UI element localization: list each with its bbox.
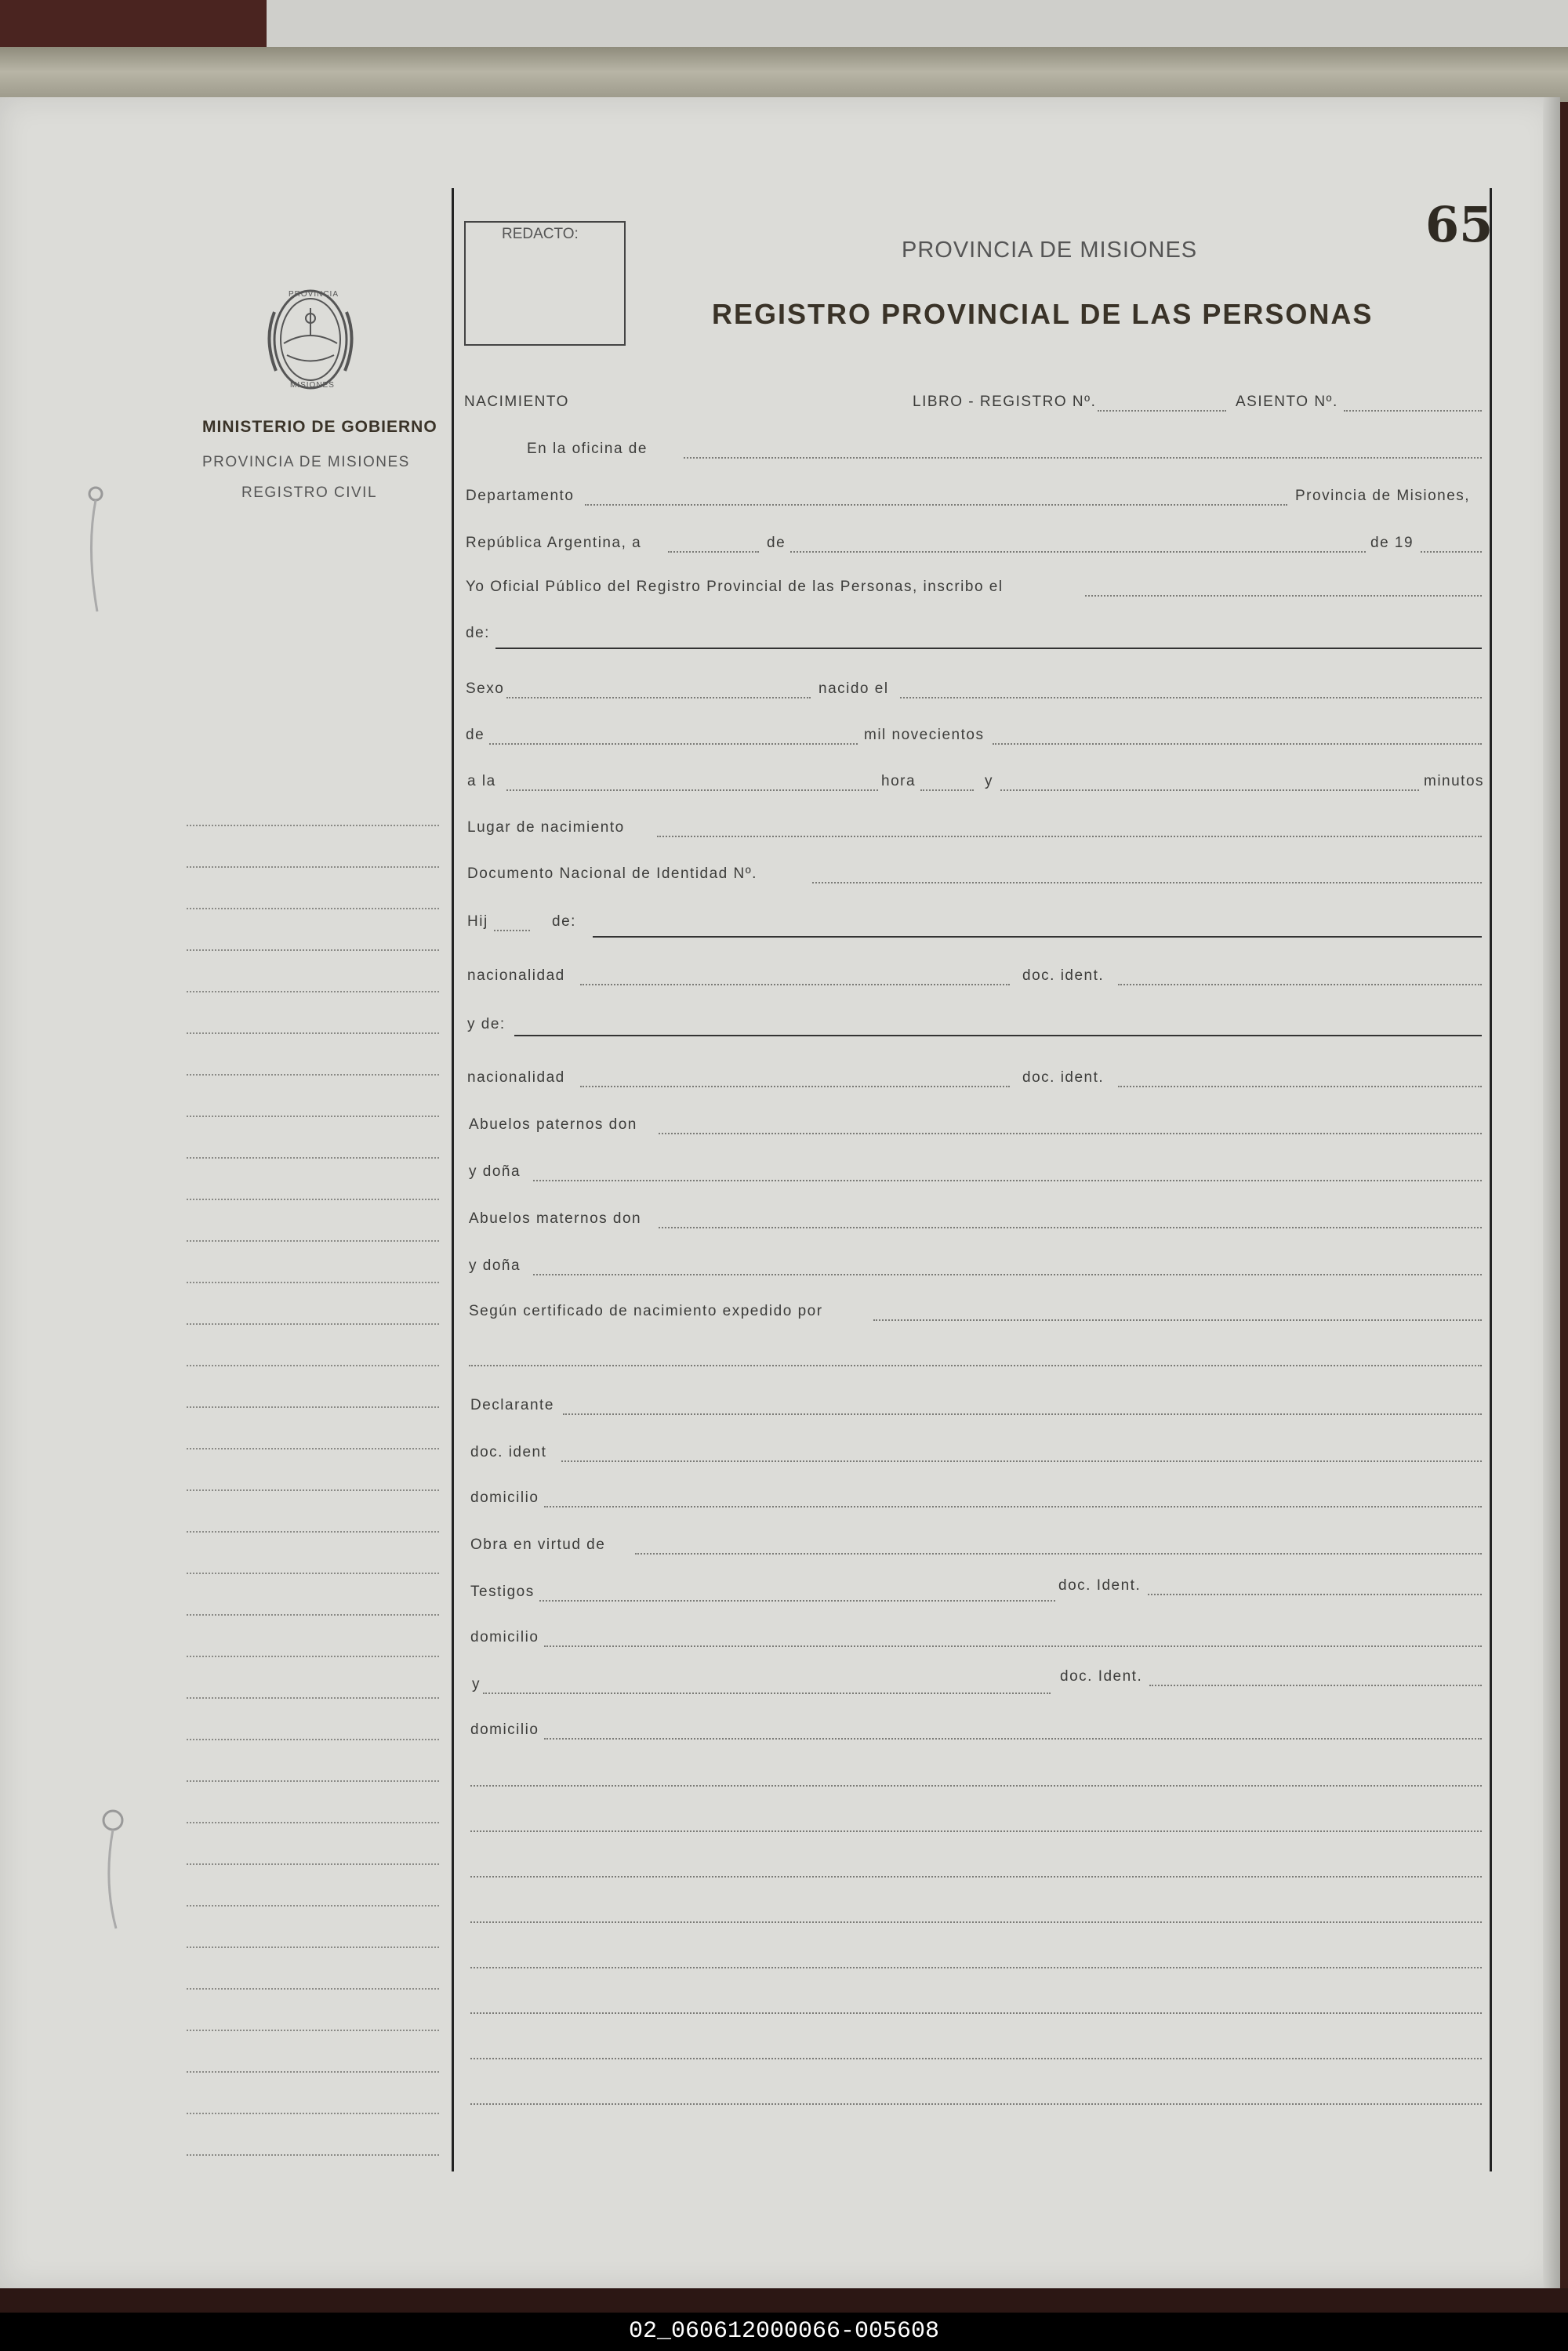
ministry-province: PROVINCIA DE MISIONES bbox=[202, 454, 410, 470]
image-caption: 02_060612000066-005608 bbox=[0, 2313, 1568, 2351]
nacionalidad-1-label: nacionalidad bbox=[467, 967, 565, 984]
segun-certificado-field[interactable] bbox=[873, 1319, 1482, 1321]
margin-note-line bbox=[187, 1448, 439, 1449]
nacionalidad-1-field[interactable] bbox=[580, 984, 1010, 985]
oficial-field[interactable] bbox=[1085, 595, 1482, 597]
margin-note-line bbox=[187, 1323, 439, 1325]
libro-label: LIBRO - REGISTRO Nº. bbox=[913, 394, 1097, 410]
sexo-label: Sexo bbox=[466, 680, 505, 697]
declarante-label: Declarante bbox=[470, 1397, 554, 1413]
margin-note-line bbox=[187, 2154, 439, 2156]
margin-note-line bbox=[187, 1863, 439, 1865]
observaciones-line[interactable] bbox=[470, 1967, 1482, 1968]
margin-note-line bbox=[187, 1739, 439, 1740]
abuelos-maternos-label: Abuelos maternos don bbox=[469, 1210, 642, 1227]
hij-de-label: de: bbox=[552, 913, 576, 930]
abuelos-maternos-field[interactable] bbox=[659, 1227, 1482, 1228]
minutos-label: minutos bbox=[1424, 773, 1485, 789]
margin-note-line bbox=[187, 1406, 439, 1408]
mil-novecientos-label: mil novecientos bbox=[864, 727, 985, 743]
binder-spine bbox=[0, 47, 1568, 102]
documento-field[interactable] bbox=[812, 882, 1482, 883]
seal-bottom-text: MISIONES bbox=[290, 381, 335, 390]
registry-title: REGISTRO PROVINCIAL DE LAS PERSONAS bbox=[712, 298, 1374, 330]
binding-thread-bottom bbox=[94, 1795, 133, 1936]
oficina-label: En la oficina de bbox=[527, 441, 648, 457]
hij-label: Hij bbox=[467, 913, 488, 930]
obra-label: Obra en virtud de bbox=[470, 1536, 606, 1553]
domicilio-2-label: domicilio bbox=[470, 1629, 539, 1645]
fecha-de-label: de bbox=[466, 727, 485, 743]
margin-note-line bbox=[187, 1905, 439, 1907]
margin-note-line bbox=[187, 1199, 439, 1200]
margin-note-line bbox=[187, 1988, 439, 1990]
margin-note-line bbox=[187, 908, 439, 909]
hora-extra-field[interactable] bbox=[920, 789, 974, 791]
nacionalidad-2-label: nacionalidad bbox=[467, 1069, 565, 1086]
margin-note-line bbox=[187, 1074, 439, 1076]
margin-note-line bbox=[187, 949, 439, 951]
nombre-de-label: de: bbox=[466, 625, 490, 641]
segun-certificado-field-2[interactable] bbox=[469, 1365, 1482, 1366]
domicilio-1-label: domicilio bbox=[470, 1489, 539, 1506]
doc-ident-2-label: doc. ident. bbox=[1022, 1069, 1105, 1086]
observaciones-line[interactable] bbox=[470, 1785, 1482, 1787]
previous-page-edge bbox=[267, 0, 1568, 49]
abuela-paterna-field[interactable] bbox=[533, 1180, 1482, 1181]
doc-ident-5-field[interactable] bbox=[1149, 1685, 1482, 1686]
margin-note-line bbox=[187, 1946, 439, 1948]
observaciones-line[interactable] bbox=[470, 2103, 1482, 2105]
documento-label: Documento Nacional de Identidad Nº. bbox=[467, 865, 757, 882]
margin-note-line bbox=[187, 991, 439, 992]
margin-note-line bbox=[187, 1157, 439, 1159]
y-de-label: y de: bbox=[467, 1016, 506, 1032]
doc-ident-2-field[interactable] bbox=[1118, 1086, 1482, 1087]
doc-ident-4-field[interactable] bbox=[1148, 1594, 1482, 1595]
republica-label: República Argentina, a bbox=[466, 535, 642, 551]
binding-thread-top bbox=[78, 478, 118, 619]
lugar-field[interactable] bbox=[657, 836, 1482, 837]
margin-note-line bbox=[187, 1489, 439, 1491]
margin-note-line bbox=[187, 1614, 439, 1616]
margin-note-line bbox=[187, 1240, 439, 1242]
abuelos-paternos-field[interactable] bbox=[659, 1133, 1482, 1134]
margin-note-line bbox=[187, 1032, 439, 1034]
a-la-label: a la bbox=[467, 773, 496, 789]
hij-suffix-field[interactable] bbox=[494, 930, 530, 931]
anio-label: de 19 bbox=[1370, 535, 1414, 551]
page-edge-shadow bbox=[1543, 97, 1560, 2288]
doc-ident-3-field[interactable] bbox=[561, 1460, 1482, 1462]
mes-field[interactable] bbox=[790, 551, 1366, 553]
margin-note-line bbox=[187, 1656, 439, 1657]
y-dona-2-label: y doña bbox=[469, 1257, 521, 1274]
folio-number: 65 bbox=[1425, 196, 1494, 253]
departamento-field[interactable] bbox=[585, 504, 1287, 506]
departamento-label: Departamento bbox=[466, 488, 575, 504]
margin-note-line bbox=[187, 2113, 439, 2114]
doc-ident-1-field[interactable] bbox=[1118, 984, 1482, 985]
provincia-misiones-label: Provincia de Misiones, bbox=[1295, 488, 1471, 504]
margin-note-line bbox=[187, 1365, 439, 1366]
testigos-label: Testigos bbox=[470, 1584, 535, 1600]
abuelos-paternos-label: Abuelos paternos don bbox=[469, 1116, 637, 1133]
margin-note-line bbox=[187, 825, 439, 826]
margin-note-line bbox=[187, 1697, 439, 1699]
declarante-field[interactable] bbox=[563, 1413, 1482, 1415]
redacto-label: REDACTO: bbox=[502, 226, 579, 242]
anio-field[interactable] bbox=[1421, 551, 1482, 553]
hora-field[interactable] bbox=[506, 789, 878, 791]
margin-note-line bbox=[187, 866, 439, 868]
margin-note-line bbox=[187, 2030, 439, 2031]
anio-nacimiento-field[interactable] bbox=[993, 743, 1482, 745]
testigos-field[interactable] bbox=[539, 1600, 1055, 1602]
y-minutos-label: y bbox=[985, 773, 993, 789]
oficina-field[interactable] bbox=[684, 457, 1482, 459]
lugar-label: Lugar de nacimiento bbox=[467, 819, 625, 836]
mes-de-label: de bbox=[767, 535, 786, 551]
margin-note-line bbox=[187, 1282, 439, 1283]
sexo-field[interactable] bbox=[506, 697, 811, 698]
observaciones-line[interactable] bbox=[470, 1921, 1482, 1923]
testigo-2-field[interactable] bbox=[483, 1693, 1051, 1694]
ministry-title: MINISTERIO DE GOBIERNO bbox=[202, 418, 437, 436]
doc-ident-5-label: doc. Ident. bbox=[1060, 1668, 1143, 1685]
abuela-materna-field[interactable] bbox=[533, 1274, 1482, 1275]
oficial-label: Yo Oficial Público del Registro Provincial de las Personas, inscribo el bbox=[466, 579, 1004, 595]
margin-note-line bbox=[187, 1822, 439, 1823]
doc-ident-4-label: doc. Ident. bbox=[1058, 1577, 1142, 1594]
dia-field[interactable] bbox=[668, 551, 759, 553]
libro-field[interactable] bbox=[1098, 410, 1226, 412]
ministry-civil-registry: REGISTRO CIVIL bbox=[241, 484, 378, 501]
segun-certificado-label: Según certificado de nacimiento expedido por bbox=[469, 1303, 823, 1319]
domicilio-2-field[interactable] bbox=[544, 1645, 1482, 1647]
fecha-mes-field[interactable] bbox=[489, 743, 858, 745]
nacido-label: nacido el bbox=[818, 680, 889, 697]
margin-note-line bbox=[187, 1116, 439, 1117]
asiento-label: ASIENTO Nº. bbox=[1236, 394, 1338, 410]
margin-note-line bbox=[187, 1573, 439, 1574]
province-title: PROVINCIA DE MISIONES bbox=[902, 238, 1198, 263]
padre-madre-field[interactable] bbox=[593, 936, 1482, 938]
observaciones-line[interactable] bbox=[470, 1830, 1482, 1832]
margin-note-line bbox=[187, 2071, 439, 2073]
form-right-rule bbox=[1490, 188, 1492, 2171]
minutos-field[interactable] bbox=[1000, 789, 1419, 791]
observaciones-line[interactable] bbox=[470, 1876, 1482, 1878]
doc-ident-3-label: doc. ident bbox=[470, 1444, 547, 1460]
y-testigo-label: y bbox=[472, 1676, 481, 1693]
margin-note-line bbox=[187, 1531, 439, 1533]
margin-note-line bbox=[187, 1780, 439, 1782]
segundo-progenitor-field[interactable] bbox=[514, 1035, 1482, 1036]
hora-label: hora bbox=[881, 773, 916, 789]
nacimiento-label: NACIMIENTO bbox=[464, 394, 569, 410]
seal-top-text: PROVINCIA bbox=[289, 290, 339, 299]
nombre-field[interactable] bbox=[495, 648, 1482, 649]
observaciones-line[interactable] bbox=[470, 2058, 1482, 2059]
domicilio-3-field[interactable] bbox=[544, 1738, 1482, 1740]
observaciones-line[interactable] bbox=[470, 2012, 1482, 2014]
y-dona-1-label: y doña bbox=[469, 1163, 521, 1180]
asiento-field[interactable] bbox=[1344, 410, 1482, 412]
domicilio-3-label: domicilio bbox=[470, 1722, 539, 1738]
obra-field[interactable] bbox=[635, 1553, 1482, 1555]
form-left-rule bbox=[452, 188, 454, 2171]
nacido-field[interactable] bbox=[900, 697, 1482, 698]
nacionalidad-2-field[interactable] bbox=[580, 1086, 1010, 1087]
doc-ident-1-label: doc. ident. bbox=[1022, 967, 1105, 984]
domicilio-1-field[interactable] bbox=[544, 1506, 1482, 1507]
